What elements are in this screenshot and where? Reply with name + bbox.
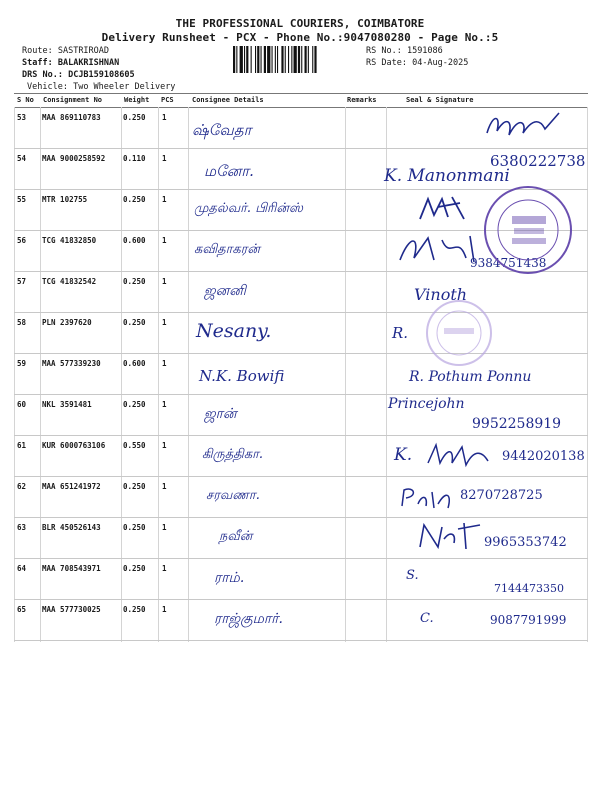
- weight-cell: 0.250: [123, 113, 146, 122]
- pcs-cell: 1: [162, 441, 167, 450]
- drs-line: [22, 70, 135, 80]
- consignment-cell: PLN 2397620: [42, 318, 92, 327]
- sno-cell: 55: [17, 195, 27, 204]
- sno-cell: 56: [17, 236, 27, 245]
- staff-label: Staff:: [22, 58, 53, 68]
- table-header: [14, 93, 588, 108]
- weight-cell: 0.550: [123, 441, 146, 450]
- consignee-handwriting: ராஜ்குமார்.: [214, 611, 283, 627]
- consignee-handwriting: சரவணா.: [206, 488, 260, 503]
- barcode-bar: [291, 46, 292, 73]
- barcode-bar: [275, 46, 276, 73]
- rs-no-label: RS No.:: [366, 46, 402, 56]
- barcode-bar: [281, 46, 283, 73]
- barcode-bar: [301, 46, 302, 73]
- table-row: [14, 353, 588, 395]
- consignment-cell: MAA 869110783: [42, 113, 101, 122]
- sno-cell: 62: [17, 482, 27, 491]
- faded-seal-stamp: [426, 300, 492, 366]
- sno-cell: 53: [17, 113, 27, 122]
- pcs-cell: 1: [162, 564, 167, 573]
- consignee-handwriting: ஷ்வேதா: [192, 121, 252, 139]
- runsheet-subtitle: Delivery Runsheet - PCX - Phone No.:9047080280 - Page No.:5: [101, 31, 499, 44]
- phone-handwriting: 9442020138: [502, 449, 585, 464]
- pcs-cell: 1: [162, 236, 167, 245]
- consignee-handwriting: ஜான்: [204, 406, 237, 422]
- company-title: THE PROFESSIONAL COURIERS, COIMBATORE: [175, 17, 425, 30]
- weight-cell: 0.250: [123, 400, 146, 409]
- col-remarks: Remarks: [347, 96, 377, 104]
- staff-value: BALAKRISHNAN: [57, 58, 120, 68]
- pcs-cell: 1: [162, 113, 167, 122]
- weight-cell: 0.250: [123, 277, 146, 286]
- table-row: [14, 271, 588, 313]
- consignment-cell: MAA 577730025: [42, 605, 101, 614]
- consignment-cell: MAA 577339230: [42, 359, 101, 368]
- barcode-bar: [308, 46, 309, 73]
- table-row: [14, 435, 588, 477]
- barcode-bar: [277, 46, 278, 73]
- col-pcs: PCS: [161, 96, 174, 104]
- pcs-cell: 1: [162, 195, 167, 204]
- barcode-bar: [312, 46, 313, 73]
- table-row: [14, 517, 588, 559]
- consignment-cell: TCG 41832542: [42, 277, 97, 286]
- pcs-cell: 1: [162, 318, 167, 327]
- barcode-bar: [240, 46, 243, 73]
- barcode-bar: [255, 46, 256, 73]
- signature-text: R. Pothum Ponnu: [409, 369, 532, 385]
- consignee-handwriting: ராம்.: [214, 570, 245, 586]
- signature-text: S.: [406, 568, 419, 583]
- signature-text: Princejohn: [388, 396, 465, 412]
- pcs-cell: 1: [162, 400, 167, 409]
- col-sno: S No: [17, 96, 34, 104]
- rs-date-label: RS Date:: [366, 58, 407, 68]
- vehicle-value: Two Wheeler Delivery: [73, 82, 176, 92]
- rs-no-line: [366, 46, 443, 56]
- signature-mark: [424, 441, 494, 469]
- barcode-bar: [236, 46, 237, 73]
- phone-handwriting: 7144473350: [494, 582, 564, 595]
- consignment-cell: KUR 6000763106: [42, 441, 106, 450]
- sno-cell: 63: [17, 523, 27, 532]
- barcode: [233, 46, 361, 73]
- pcs-cell: 1: [162, 482, 167, 491]
- consignment-cell: BLR 450526143: [42, 523, 101, 532]
- phone-handwriting: 6380222738: [490, 152, 586, 170]
- weight-cell: 0.600: [123, 236, 146, 245]
- table-row: [14, 148, 588, 190]
- barcode-bar: [233, 46, 235, 73]
- weight-cell: 0.110: [123, 154, 146, 163]
- phone-handwriting: 8270728725: [460, 488, 543, 503]
- staff-line: [22, 58, 119, 68]
- weight-cell: 0.250: [123, 605, 146, 614]
- barcode-bar: [288, 46, 289, 73]
- weight-cell: 0.250: [123, 318, 146, 327]
- weight-cell: 0.250: [123, 482, 146, 491]
- barcode-bar: [285, 46, 286, 73]
- sno-cell: 61: [17, 441, 27, 450]
- sno-cell: 54: [17, 154, 27, 163]
- signature-text: R.: [392, 324, 409, 342]
- consignment-cell: MAA 9000258592: [42, 154, 106, 163]
- drs-label: DRS No.:: [22, 70, 63, 80]
- rs-date-line: [366, 58, 468, 68]
- barcode-bar: [272, 46, 273, 73]
- route-value: SASTRIROAD: [57, 46, 110, 56]
- sno-cell: 57: [17, 277, 27, 286]
- col-weight: Weight: [124, 96, 150, 104]
- consignment-cell: MAA 708543971: [42, 564, 101, 573]
- col-consignee: Consignee Details: [192, 96, 264, 104]
- weight-cell: 0.250: [123, 195, 146, 204]
- pcs-cell: 1: [162, 359, 167, 368]
- barcode-bar: [257, 46, 259, 73]
- consignment-cell: NKL 3591481: [42, 400, 92, 409]
- barcode-bar: [246, 46, 248, 73]
- pcs-cell: 1: [162, 277, 167, 286]
- phone-handwriting: 9087791999: [490, 613, 567, 627]
- barcode-bar: [251, 46, 252, 73]
- weight-cell: 0.250: [123, 523, 146, 532]
- consignee-handwriting: N.K. Bowifi: [199, 367, 285, 385]
- drs-value: DCJB159108605: [68, 70, 135, 80]
- consignee-handwriting: மனோ.: [204, 162, 254, 180]
- rs-no-value: 1591086: [406, 46, 443, 56]
- barcode-bar: [261, 46, 262, 73]
- pcs-cell: 1: [162, 154, 167, 163]
- pcs-cell: 1: [162, 605, 167, 614]
- signature-text: K. Manonmani: [384, 166, 510, 186]
- consignee-handwriting: முதல்வர். பிரின்ஸ்: [194, 201, 303, 216]
- barcode-bar: [244, 46, 245, 73]
- phone-handwriting: 9384751438: [470, 256, 547, 270]
- consignee-handwriting: கிருத்திகா.: [202, 447, 264, 462]
- route-line: [22, 46, 109, 56]
- signature-mark: [479, 109, 569, 143]
- school-seal-stamp: [484, 186, 572, 274]
- sno-cell: 64: [17, 564, 27, 573]
- barcode-bar: [305, 46, 307, 73]
- sno-cell: 59: [17, 359, 27, 368]
- table-row: [14, 394, 588, 436]
- signature-mark: [414, 193, 474, 225]
- barcode-bar: [314, 46, 316, 73]
- faded-seal-graphic: [428, 302, 490, 364]
- signature-text: K.: [394, 445, 413, 465]
- weight-cell: 0.600: [123, 359, 146, 368]
- sno-cell: 60: [17, 400, 27, 409]
- barcode-bar: [264, 46, 266, 73]
- signature-mark: [414, 519, 484, 553]
- col-seal: Seal & Signature: [406, 96, 474, 104]
- table-row: [14, 312, 588, 354]
- signature-mark: [396, 484, 456, 512]
- barcode-bar: [298, 46, 300, 73]
- consignee-handwriting: ஜனனி: [204, 283, 246, 299]
- phone-handwriting: 9952258919: [472, 416, 562, 432]
- table-row: [14, 476, 588, 518]
- barcode-bar: [267, 46, 270, 73]
- seal-graphic: [486, 188, 570, 272]
- consignment-cell: MTR 102755: [42, 195, 88, 204]
- pcs-cell: 1: [162, 523, 167, 532]
- weight-cell: 0.250: [123, 564, 146, 573]
- rs-date-value: 04-Aug-2025: [412, 58, 469, 68]
- barcode-bar: [294, 46, 297, 73]
- signature-text: Vinoth: [414, 285, 468, 304]
- consignment-cell: TCG 41832850: [42, 236, 97, 245]
- consignee-handwriting: நவீன்: [219, 529, 253, 544]
- route-label: Route:: [22, 46, 53, 56]
- table-row: [14, 107, 588, 149]
- vehicle-line: [27, 82, 175, 92]
- col-consignment: Consignment No: [43, 96, 103, 104]
- consignee-handwriting: Nesany.: [196, 320, 272, 342]
- phone-handwriting: 9965353742: [484, 535, 567, 550]
- vehicle-label: Vehicle:: [27, 82, 68, 92]
- table-row: [14, 558, 588, 600]
- table-row: [14, 599, 588, 641]
- sno-cell: 65: [17, 605, 27, 614]
- signature-text: C.: [420, 611, 434, 626]
- sno-cell: 58: [17, 318, 27, 327]
- consignee-handwriting: கவிதாகரன்: [194, 242, 261, 257]
- consignment-cell: MAA 651241972: [42, 482, 101, 491]
